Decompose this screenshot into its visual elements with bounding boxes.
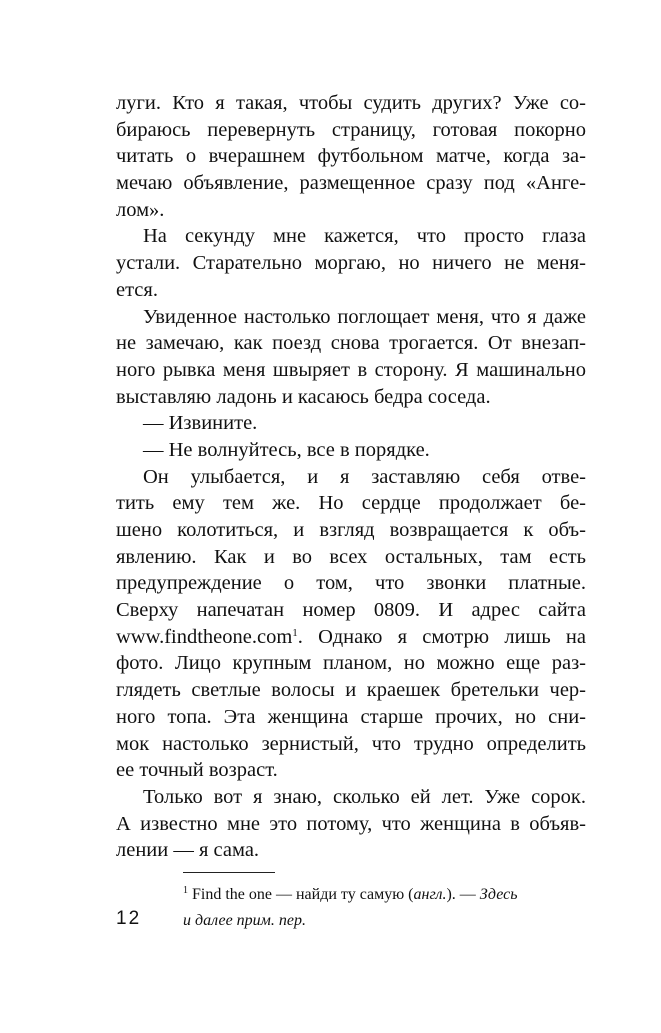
text-line: ного рывка меня швыряет в сторону. Я машинально: [116, 358, 586, 381]
footnote-line-2: [183, 908, 587, 934]
footnote-text-after: ). —: [446, 886, 480, 903]
website-url: www.findtheone.com: [116, 625, 293, 648]
text-line: мок настолько зернистый, что трудно определить: [116, 732, 586, 755]
paragraph-6: [116, 464, 586, 784]
text-line: Он улыбается, и я заставляю себя отве-: [143, 465, 586, 488]
text-line: Только вот я знаю, сколько ей лет. Уже сорок.: [143, 785, 586, 808]
text-line: шено колотиться, и взгляд возвращается к объ-: [116, 519, 586, 541]
dialogue-line: — Не волнуйтесь, все в порядке.: [143, 438, 430, 461]
footnote-marker: 1: [183, 885, 188, 896]
text-line: выставляю ладонь и касаюсь бедра соседа.: [116, 385, 491, 408]
paragraph-5-dialogue: [116, 437, 586, 464]
text-line: Сверху напечатан номер 0809. И адрес сайта: [116, 599, 586, 622]
paragraph-2: [116, 223, 586, 303]
text-line: ее точный возраст.: [116, 759, 278, 782]
text-line: На секунду мне кажется, что просто глаза: [143, 225, 586, 248]
text-line-continuation: . Однако я смотрю лишь на: [297, 625, 586, 648]
text-line: предупреждение о том, что звонки платные.: [116, 572, 586, 595]
footnote-editor-note: Здесь: [479, 886, 518, 903]
text-line: Увиденное настолько поглощает меня, что я даже: [143, 305, 586, 328]
text-line-with-footnote-ref: [116, 624, 586, 651]
paragraph-3: [116, 304, 586, 411]
text-line: мечаю объявление, размещенное сразу под «Анге-: [116, 172, 586, 195]
text-line: ется.: [116, 278, 158, 301]
text-line: не замечаю, как поезд снова трогается. От внезап-: [116, 332, 586, 355]
text-line: бираюсь перевернуть страницу, готовая покорно: [116, 118, 586, 141]
footnote-lang: англ.: [413, 886, 447, 903]
text-line: глядеть светлые волосы и краешек бретельки чер-: [116, 679, 586, 702]
text-line: А известно мне это потому, что женщина в объяв-: [116, 812, 586, 835]
page-body: [116, 90, 586, 864]
text-line: читать о вчерашнем футбольном матче, когда за-: [116, 145, 586, 168]
dialogue-line: — Извините.: [143, 412, 258, 435]
footnote-line-1: [183, 882, 587, 908]
text-line: лом».: [116, 198, 165, 221]
footnote-editor-note-cont: и далее прим. пер.: [183, 912, 306, 929]
page-number: 12: [116, 908, 142, 929]
footnote-divider: [183, 872, 275, 873]
text-line: лении — я сама.: [116, 839, 260, 862]
text-line: тить ему тем же. Но сердце продолжает бе-: [116, 492, 586, 515]
footnote: [183, 882, 587, 934]
text-line: ного топа. Эта женщина старше прочих, но сни-: [116, 705, 586, 728]
paragraph-7: [116, 784, 586, 864]
paragraph-4-dialogue: [116, 410, 586, 437]
paragraph-1: [116, 90, 586, 223]
footnote-text: Find the one — найди ту самую (: [192, 886, 414, 903]
text-line: луги. Кто я такая, чтобы судить других? Уже со-: [116, 92, 586, 114]
text-line: явлению. Как и во всех остальных, там есть: [116, 545, 586, 568]
footnote-reference: 1: [292, 626, 298, 639]
text-line: фото. Лицо крупным планом, но можно еще раз-: [116, 652, 586, 675]
text-line: устали. Старательно моргаю, но ничего не меня-: [116, 252, 586, 275]
